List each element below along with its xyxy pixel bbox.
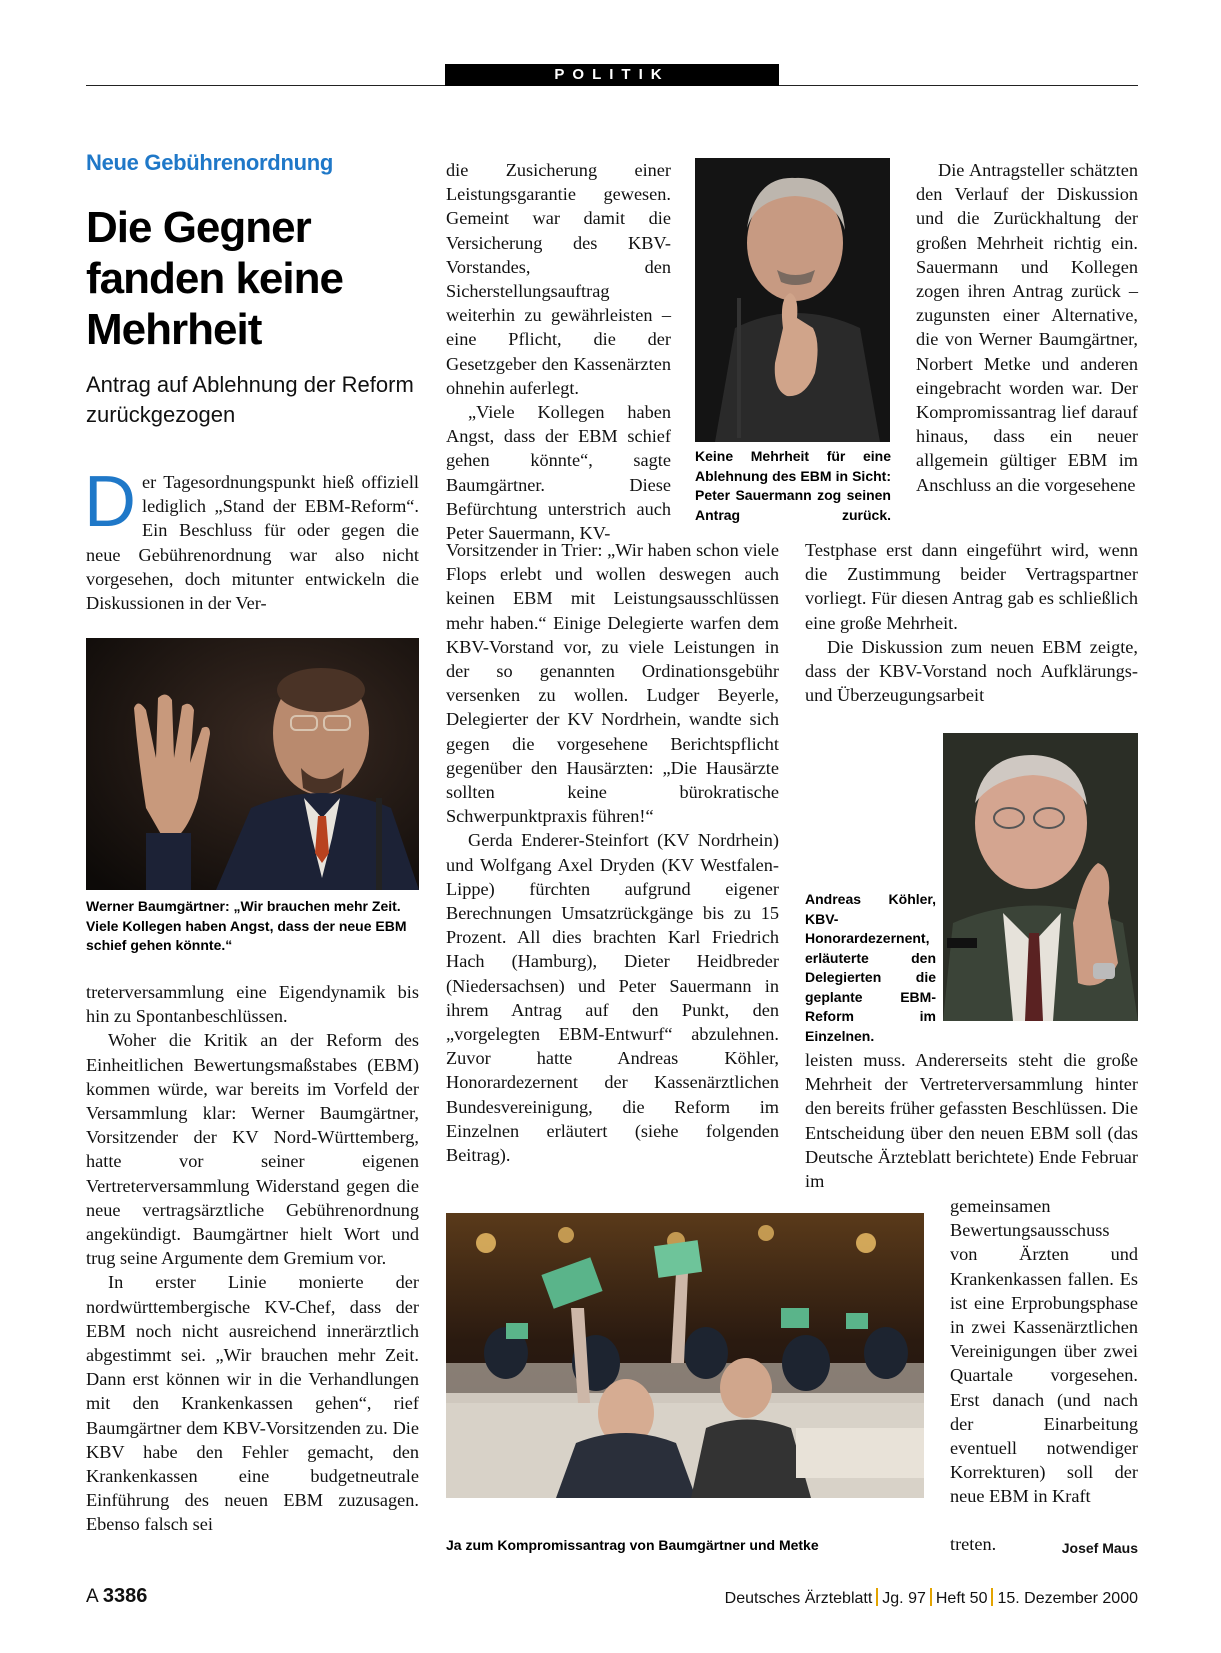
lead-text: er Tagesordnungspunkt hieß offiziell lediglich „Stand der EBM-Reform“. Ein Beschluss für oder gegen die neue Gebührenordnung war also nicht vorgesehen, doch mitunter entwickeln die Diskussionen in der Ver- (86, 472, 419, 614)
article-headline: Die Gegner fanden keine Mehrheit (86, 203, 343, 354)
lead-paragraph (84, 462, 419, 615)
paragraph: treten. (950, 1534, 997, 1554)
journal-name: Deutsches Ärzteblatt (724, 1590, 873, 1607)
issue: Heft 50 (935, 1590, 988, 1607)
column2-top (446, 158, 671, 545)
column3-top (916, 158, 1138, 497)
caption-photo4: Ja zum Kompromissantrag von Baumgärtner und Metke (446, 1537, 819, 1553)
caption-photo3: Andreas Köhler, KBV-Honorardezernent, erläuterte den Delegierten die geplante EBM-Reform im Einzelnen. (805, 891, 936, 1044)
photo-koehler (943, 733, 1138, 1021)
paragraph: Die Diskussion zum neuen EBM zeigte, dass der KBV-Vorstand noch Aufklärungs- und Überzeugungsarbeit (805, 636, 1138, 706)
caption-photo1: Werner Baumgärtner: „Wir brauchen mehr Zeit. Viele Kollegen haben Angst, dass der neue EBM schief gehen könnte.“ (86, 898, 407, 953)
author: Josef Maus (1061, 1540, 1138, 1556)
paragraph: In erster Linie monierte der nordwürttembergische KV-Chef, dass der EBM noch nicht ausreichend innerärztlich abgestimmt sei. „Wir brauchen mehr Zeit. Dann erst können wir in die Verhandlungen mit den Krankenkassen gehen“, rief Baumgärtner dem KBV-Vorsitzenden zu. Die KBV habe den Fehler gemacht, den Krankenkassen eine budgetneutrale Einführung des neuen EBM zuzusagen. Ebenso falsch sei (86, 1272, 419, 1535)
section-label: POLITIK (445, 64, 779, 86)
paragraph: Vorsitzender in Trier: „Wir haben schon viele Flops erlebt und wollen deswegen auch keinen EBM mit Leistungsausschlüssen mehr haben.“ Einige Delegierte warfen dem KBV-Vorstand vor, zu viele Leistungen in der so genannten Ordinationsgebühr versenken zu wollen. Ludger Beyerle, Delegierter der KV Nordrhein, wandte sich gegen die vorgesehene Berichtspflicht gegenüber den Hausärzten: „Die Hausärzte sollten keine bürokratische Schwerpunktpraxis führen!“ (446, 540, 779, 827)
caption-photo2: Keine Mehrheit für eine Ablehnung des EBM in Sicht: Peter Sauermann zog seinen Antrag zurück. (695, 448, 891, 523)
photo-sauermann (695, 158, 890, 442)
column3-continued (805, 1048, 1138, 1193)
paragraph: „Viele Kollegen haben Angst, dass der EBM schief gehen könnte“, sagte Baumgärtner. Diese Befürchtung unterstrich auch Peter Sauermann, KV- (446, 402, 671, 544)
page-number-value: 3386 (102, 1585, 148, 1607)
paragraph: gemeinsamen Bewertungsausschuss von Ärzten und Krankenkassen fallen. Es ist eine Erprobungsphase in zwei Kassenärztlichen Vereinigungen über zwei Quartale vorgesehen. Erst danach (und nach der Einarbeitung eventuell notwendiger Korrekturen) soll der neue EBM in Kraft (950, 1196, 1138, 1507)
column3-end (950, 1532, 1138, 1560)
drop-cap: D (84, 462, 136, 542)
issue-date: 15. Dezember 2000 (997, 1590, 1138, 1607)
paragraph: Gerda Enderer-Steinfort (KV Nordrhein) und Wolfgang Axel Dryden (KV Westfalen-Lippe) fürchten aufgrund eigener Berechnungen Umsatzrückgänge bis zu 15 Prozent. All dies brachten Karl Friedrich Hach (Hamburg), Dieter Heidbreder (Niedersachsen) und Peter Sauermann in ihrem Antrag auf den Punkt, den „vorgelegten EBM-Entwurf“ abzulehnen. Zuvor hatte Andreas Köhler, Honorardezernent der Kassenärztlichen Bundesvereinigung, die Reform im Einzelnen erläutert (siehe folgenden Beitrag). (446, 830, 779, 1166)
separator (991, 1588, 993, 1606)
photo-baumgaertner (86, 638, 419, 890)
page-prefix: A (86, 1586, 98, 1607)
article-subtitle: Antrag auf Ablehnung der Reform zurückgezogen (86, 372, 414, 427)
paragraph: die Zusicherung einer Leistungsgarantie gewesen. Gemeint war damit die Versicherung des KBV-Vorstandes, den Sicherstellungsauftrag weiterhin zu gewährleisten – eine Pflicht, die der Gesetzgeber den Kassenärzten ohnehin auferlegt. (446, 160, 671, 398)
separator (930, 1588, 932, 1606)
paragraph: treterversammlung eine Eigendynamik bis hin zu Spontanbeschlüssen. (86, 982, 419, 1027)
journal-info (725, 1588, 1138, 1608)
column1-body (86, 980, 419, 1537)
page-number (86, 1585, 147, 1608)
article-kicker: Neue Gebührenordnung (86, 150, 334, 175)
volume: Jg. 97 (882, 1590, 926, 1607)
column3-narrow (950, 1194, 1138, 1509)
column2-body (446, 538, 779, 1167)
column3-body (805, 538, 1138, 707)
photo-assembly-vote (446, 1213, 924, 1498)
separator (876, 1588, 878, 1606)
paragraph: Die Antragsteller schätzten den Verlauf der Diskussion und die Zurückhaltung der großen Mehrheit richtig ein. Sauermann und Kollegen zogen ihren Antrag zurück – zugunsten einer Alternative, die von Werner Baumgärtner, Norbert Metke und anderen eingebracht worden war. Der Kompromissantrag lief darauf hinaus, dass ein neuer allgemein gültiger EBM im Anschluss an die vorgesehene (916, 160, 1138, 495)
paragraph: leisten muss. Andererseits steht die große Mehrheit der Vertreterversammlung hinter den bereits früher gefassten Beschlüssen. Die Entscheidung über den neuen EBM soll (das Deutsche Ärzteblatt berichtete) Ende Februar im (805, 1050, 1138, 1192)
paragraph: Testphase erst dann eingeführt wird, wenn die Zustimmung beider Vertragspartner vorliegt. Für diesen Antrag gab es schließlich eine große Mehrheit. (805, 540, 1138, 633)
paragraph: Woher die Kritik an der Reform des Einheitlichen Bewertungsmaßstabes (EBM) kommen würde, war bereits im Vorfeld der Versammlung klar: Werner Baumgärtner, Vorsitzender der KV Nord-Württemberg, hatte vor seiner eigenen Vertreterversammlung Widerstand gegen die neue vertragsärztliche Gebührenordnung angekündigt. Baumgärtner hielt Wort und trug seine Argumente dem Gremium vor. (86, 1030, 419, 1269)
